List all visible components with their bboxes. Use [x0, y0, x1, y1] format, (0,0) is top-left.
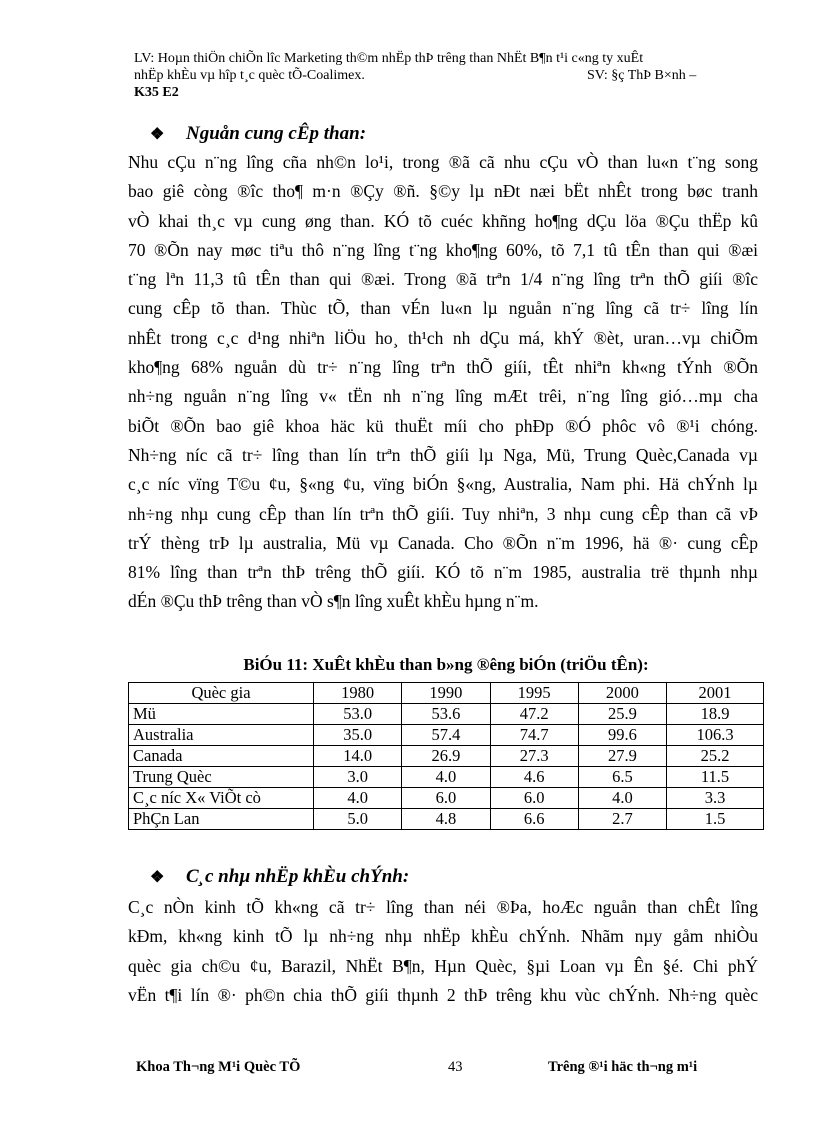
- paragraph-line: c¸c níc vïng T©u ¢u, §«ng ¢u, vïng biÓn §«ng, Australia, Nam phi. Hä chÝnh lµ: [128, 474, 758, 495]
- column-header: 2001: [667, 683, 764, 704]
- paragraph-line: Nhu cÇu n¨ng lîng cña nh©n lo¹i, trong ®ã cã nhu cÇu vÒ than lu«n t¨ng song: [128, 152, 758, 172]
- table-cell: 1.5: [667, 809, 764, 830]
- table-cell: 18.9: [667, 704, 764, 725]
- paragraph-line: vÒ khai th¸c vµ cung øng than. KÓ tõ cuéc khñng ho¶ng dÇu löa ®Çu thËp kû: [128, 210, 758, 231]
- table-cell: 4.0: [314, 788, 402, 809]
- table-cell: 14.0: [314, 746, 402, 767]
- table-cell: 47.2: [490, 704, 578, 725]
- table-cell: 4.8: [402, 809, 490, 830]
- table-cell: 25.2: [667, 746, 764, 767]
- table-cell: 3.0: [314, 767, 402, 788]
- table-cell: 74.7: [490, 725, 578, 746]
- table-cell: 3.3: [667, 788, 764, 809]
- table-cell: 27.9: [578, 746, 666, 767]
- table-row: [129, 704, 764, 725]
- section-heading-text: Nguån cung cÊp than:: [186, 123, 367, 144]
- footer-faculty: Khoa Th¬ng M¹i Quèc TÕ: [136, 1059, 301, 1075]
- table-cell: 25.9: [578, 704, 666, 725]
- table-cell: 6.0: [490, 788, 578, 809]
- paragraph-line: bao giê còng ®îc tho¶ m·n ®Çy ®ñ. §©y lµ nÐt næi bËt nhÊt trong bøc tranh: [128, 181, 758, 202]
- table-row: [129, 746, 764, 767]
- paragraph-line: biÕt ®Õn bao giê khoa häc kü thuËt míi cho phÐp ®Ó phôc vô ®¹i chóng.: [128, 415, 758, 436]
- paragraph-line: nh÷ng nhµ cung cÊp than lín trªn thÕ giíi. Tuy nhiªn, 3 nhµ cung cÊp than cã vÞ: [128, 503, 758, 524]
- header-title-line2: nhËp khÈu vµ hîp t¸c quèc tÕ-Coalimex.: [134, 68, 365, 83]
- paragraph-line: kho¶ng 68% nguån dù tr÷ n¨ng lîng trªn thÕ giíi, tÊt nhiªn kh«ng tÝnh ®Õn: [128, 357, 758, 378]
- table-row: [129, 725, 764, 746]
- table-cell: 5.0: [314, 809, 402, 830]
- table-cell-country: Australia: [129, 725, 314, 746]
- table-cell: 106.3: [667, 725, 764, 746]
- table-cell-country: Canada: [129, 746, 314, 767]
- page-footer: [136, 1059, 756, 1076]
- diamond-bullet-icon: ❖: [150, 126, 165, 143]
- paragraph-line: trÝ thèng trÞ lµ australia, Mü vµ Canada. Cho ®Õn n¨m 1996, hä ®· cung cÊp: [128, 532, 758, 553]
- footer-university: Trêng ®¹i häc th¬ng m¹i: [548, 1059, 698, 1075]
- diamond-bullet-icon: ❖: [150, 869, 165, 886]
- table-cell: 53.6: [402, 704, 490, 725]
- table-cell: 53.0: [314, 704, 402, 725]
- table-cell: 57.4: [402, 725, 490, 746]
- table-cell: 6.6: [490, 809, 578, 830]
- paragraph-line: nh÷ng nguån n¨ng lîng v« tËn nh n¨ng lîng mÆt trêi, n¨ng lîng gió…mµ cha: [128, 386, 758, 407]
- column-header: 1980: [314, 683, 402, 704]
- column-header: Quèc gia: [129, 683, 314, 704]
- table-cell-country: C¸c níc X« ViÕt cò: [129, 788, 314, 809]
- table-cell-country: Mü: [129, 704, 314, 725]
- paragraph-line: kÐm, kh«ng kinh tÕ lµ nh÷ng nhµ nhËp khÈu chÝnh. Nhãm nµy gåm nhiÒu: [128, 926, 758, 947]
- header-author: SV: §ç ThÞ B×nh –: [587, 68, 697, 83]
- paragraph-line: cung cÊp tõ than. Thùc tÕ, than vÉn lu«n lµ nguån n¨ng lîng cã tr÷ lîng lín: [128, 298, 758, 319]
- table-cell-country: PhÇn Lan: [129, 809, 314, 830]
- paragraph-line: t¨ng lªn 11,3 tû tÊn than qui ®æi. Trong ®ã trªn 1/4 n¨ng lîng trªn thÕ giíi ®îc: [128, 269, 758, 290]
- table-row: [129, 809, 764, 830]
- column-header: 1995: [490, 683, 578, 704]
- table-cell-country: Trung Quèc: [129, 767, 314, 788]
- table-cell: 26.9: [402, 746, 490, 767]
- table-cell: 35.0: [314, 725, 402, 746]
- section-heading-text: C¸c nhµ nhËp khÈu chÝnh:: [186, 866, 410, 887]
- table-caption: BiÓu 11: XuÊt khÈu than b»ng ®êng biÓn (triÖu tÊn):: [243, 655, 649, 674]
- paragraph-line: 81% lîng than trªn thÞ trêng thÕ giíi. KÓ tõ n¨m 1985, australia trë thµnh nhµ: [128, 562, 758, 583]
- table-cell: 4.0: [578, 788, 666, 809]
- paragraph-line: 70 ®Õn nay møc tiªu thô n¨ng lîng t¨ng kho¶ng 60%, tõ 7,1 tû tÊn than qui ®æi: [128, 239, 758, 260]
- column-header: 2000: [578, 683, 666, 704]
- section-heading-importers: [150, 866, 409, 888]
- table-cell: 99.6: [578, 725, 666, 746]
- page-number: 43: [448, 1059, 463, 1075]
- table-cell: 11.5: [667, 767, 764, 788]
- column-header: 1990: [402, 683, 490, 704]
- paragraph-line: C¸c nÒn kinh tÕ kh«ng cã tr÷ lîng than néi ®Þa, hoÆc nguån than chÊt lîng: [128, 897, 758, 917]
- table-cell: 6.5: [578, 767, 666, 788]
- paragraph-line: nhÊt trong c¸c d¹ng nhiªn liÖu ho¸ th¹ch nh dÇu má, khÝ ®èt, uran…vµ chiÕm: [128, 327, 758, 348]
- section-heading-supply: [150, 123, 366, 145]
- paragraph-line: vËn t¶i lín ®· ph©n chia thÕ giíi thµnh 2 thÞ trêng khu vùc chÝnh. Nh÷ng quèc: [128, 984, 758, 1005]
- header-class: K35 E2: [134, 85, 179, 100]
- table-row: [129, 767, 764, 788]
- table-row: [129, 788, 764, 809]
- page-header: [134, 50, 750, 100]
- paragraph-line: quèc gia ch©u ¢u, Barazil, NhËt B¶n, Hµn Quèc, §µi Loan vµ Ên §é. Chi phÝ: [128, 955, 758, 976]
- header-title-line1: LV: Hoµn thiÖn chiÕn lîc Marketing th©m nhËp thÞ trêng than NhËt B¶n t¹i c«ng ty xuÊt: [134, 51, 644, 66]
- table-cell: 4.6: [490, 767, 578, 788]
- paragraph-supply: [128, 148, 758, 617]
- paragraph-line: Nh÷ng níc cã tr÷ lîng than lín trªn thÕ giíi lµ Nga, Mü, Trung Quèc,Canada vµ: [128, 444, 758, 465]
- coal-export-table: [128, 682, 764, 830]
- paragraph-line: dÉn ®Çu thÞ trêng than vÒ s¶n lîng xuÊt khÈu hµng n¨m.: [128, 591, 539, 612]
- paragraph-importers: [128, 893, 758, 1010]
- table-cell: 2.7: [578, 809, 666, 830]
- table-cell: 27.3: [490, 746, 578, 767]
- table-header-row: [129, 683, 764, 704]
- table-cell: 6.0: [402, 788, 490, 809]
- table-cell: 4.0: [402, 767, 490, 788]
